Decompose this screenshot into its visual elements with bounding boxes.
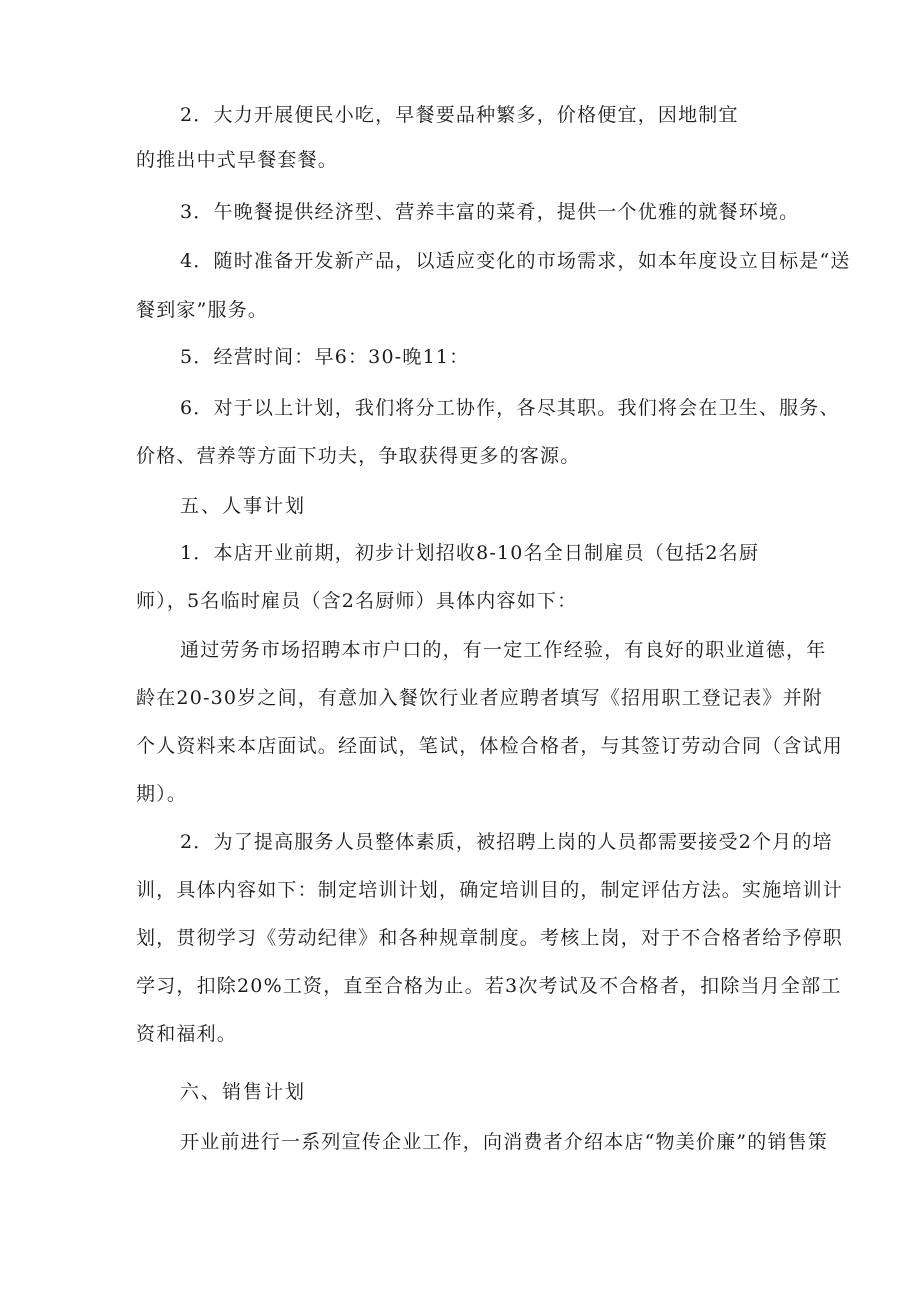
item-6-line-1: 6．对于以上计划，我们将分工协作，各尽其职。我们将会在卫生、服务、: [180, 397, 840, 419]
personnel-item-2-line-5: 资和福利。: [136, 1023, 238, 1045]
item-2-line-1: 2．大力开展便民小吃，早餐要品种繁多，价格便宜，因地制宜: [180, 104, 739, 126]
personnel-item-2-line-3: 划，贯彻学习《劳动纪律》和各种规章制度。考核上岗，对于不合格者给予停职: [136, 927, 844, 949]
item-6-line-2: 价格、营养等方面下功夫，争取获得更多的客源。: [136, 445, 581, 467]
section-heading-personnel: 五、人事计划: [180, 495, 307, 517]
personnel-item-1-line-1: 1．本店开业前期，初步计划招收8-10名全日制雇员（包括2名厨: [180, 542, 760, 564]
personnel-item-2-line-1: 2．为了提高服务人员整体素质，被招聘上岗的人员都需要接受2个月的培: [180, 831, 833, 853]
item-2-line-2: 的推出中式早餐套餐。: [136, 149, 339, 171]
item-5-line: 5．经营时间：早6：30-晚11：: [180, 346, 470, 368]
recruit-para-line-4: 期）。: [136, 783, 188, 805]
personnel-item-2-line-2: 训，具体内容如下：制定培训计划，确定培训目的，制定评估方法。实施培训计: [136, 879, 844, 901]
personnel-item-1-line-2: 师），5名临时雇员（含2名厨师）具体内容如下：: [136, 590, 578, 612]
recruit-para-line-1: 通过劳务市场招聘本市户口的，有一定工作经验，有良好的职业道德，年: [180, 639, 827, 661]
recruit-para-line-2: 龄在20-30岁之间，有意加入餐饮行业者应聘者填写《招用职工登记表》并附: [136, 687, 823, 709]
item-3-line: 3．午晚餐提供经济型、营养丰富的菜肴，提供一个优雅的就餐环境。: [180, 201, 800, 223]
item-4-line-1: 4．随时准备开发新产品，以适应变化的市场需求，如本年度设立目标是“送: [180, 250, 851, 272]
recruit-para-line-3: 个人资料来本店面试。经面试，笔试，体检合格者，与其签订劳动合同（含试用: [136, 735, 844, 757]
personnel-item-2-line-4: 学习，扣除20%工资，直至合格为止。若3次考试及不合格者，扣除当月全部工: [136, 975, 842, 997]
section-heading-sales: 六、销售计划: [180, 1081, 307, 1103]
sales-para-line-1: 开业前进行一系列宣传企业工作，向消费者介绍本店“物美价廉”的销售策: [180, 1131, 829, 1153]
item-4-line-2: 餐到家”服务。: [136, 299, 269, 321]
